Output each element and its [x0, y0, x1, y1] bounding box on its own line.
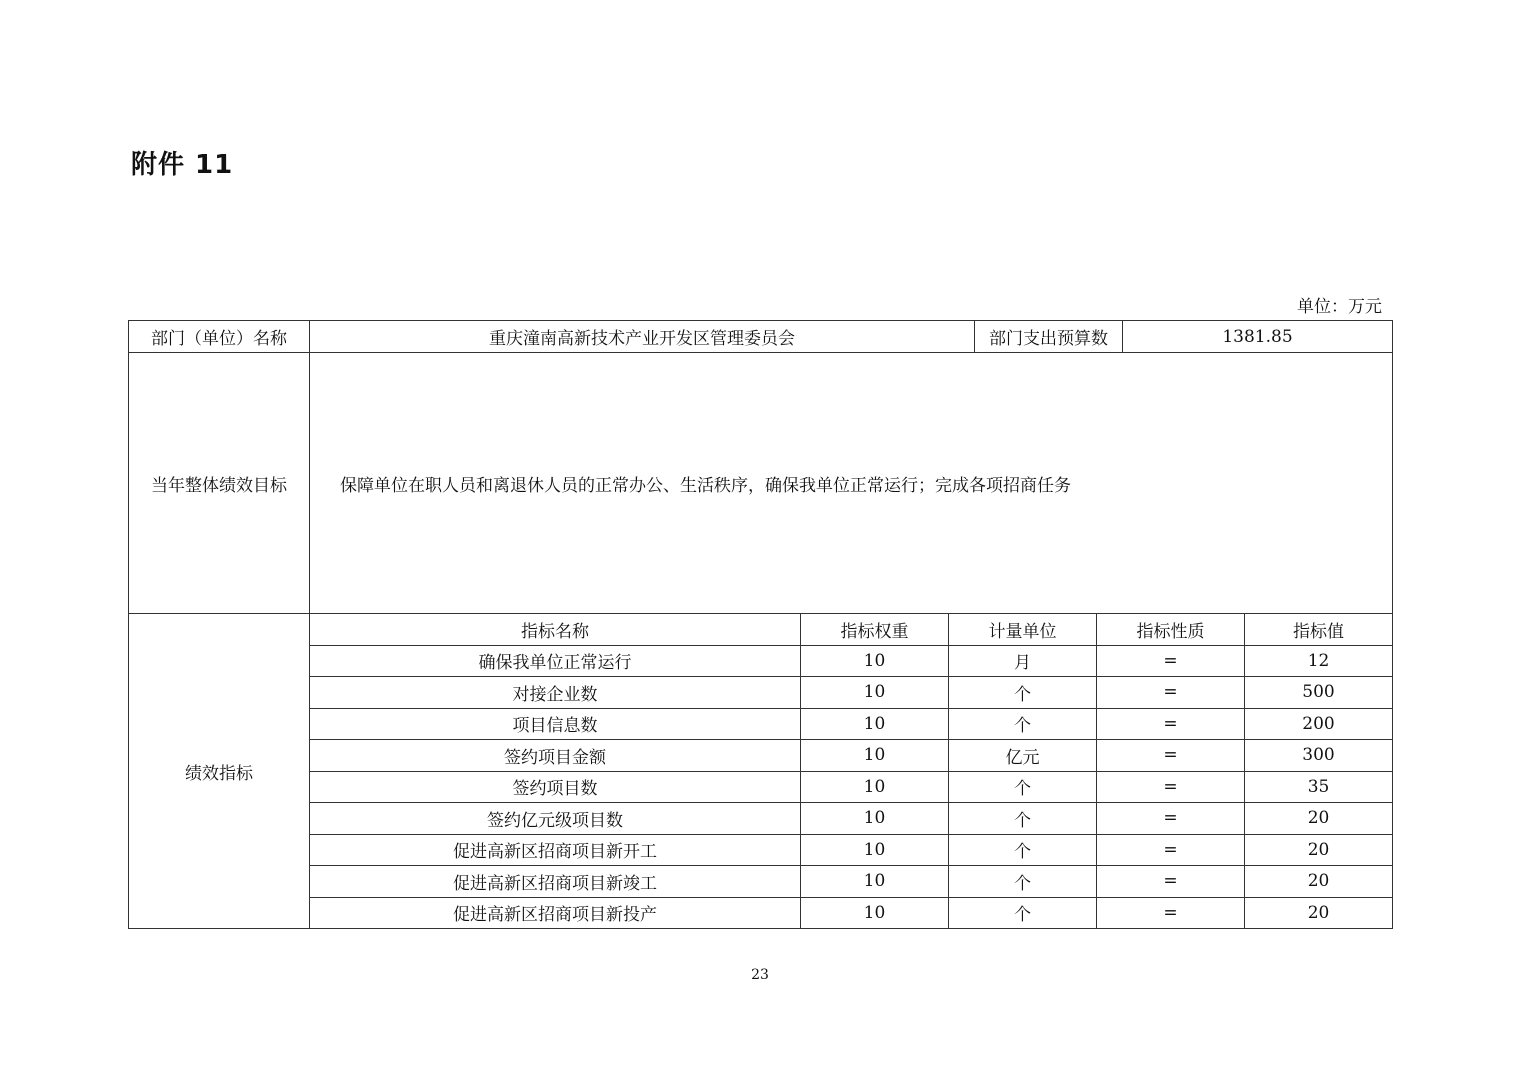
table-row — [129, 677, 1393, 709]
column-header-name: 指标名称 — [310, 614, 801, 646]
indicator-unit: 个 — [949, 834, 1097, 866]
indicator-nature: = — [1097, 708, 1245, 740]
indicator-header-row — [129, 614, 1393, 646]
indicator-value: 20 — [1245, 803, 1393, 835]
indicator-weight: 10 — [801, 677, 949, 709]
dept-name-value: 重庆潼南高新技术产业开发区管理委员会 — [310, 321, 975, 353]
indicator-weight: 10 — [801, 866, 949, 898]
indicator-nature: = — [1097, 897, 1245, 929]
indicator-nature: = — [1097, 834, 1245, 866]
goal-text: 保障单位在职人员和离退休人员的正常办公、生活秩序，确保我单位正常运行；完成各项招商任务 — [310, 353, 1393, 614]
indicator-name: 签约项目金额 — [310, 740, 801, 772]
indicator-weight: 10 — [801, 803, 949, 835]
indicator-nature: = — [1097, 771, 1245, 803]
indicator-value: 35 — [1245, 771, 1393, 803]
indicator-value: 20 — [1245, 866, 1393, 898]
table-row — [129, 866, 1393, 898]
table-row — [129, 645, 1393, 677]
indicator-value: 20 — [1245, 834, 1393, 866]
budget-label: 部门支出预算数 — [975, 321, 1123, 353]
goal-row — [129, 353, 1393, 614]
indicator-value: 12 — [1245, 645, 1393, 677]
indicator-nature: = — [1097, 866, 1245, 898]
budget-value: 1381.85 — [1123, 321, 1393, 353]
table-row — [129, 771, 1393, 803]
indicator-unit: 个 — [949, 708, 1097, 740]
attachment-title: 附件 11 — [131, 150, 234, 180]
column-header-unit: 计量单位 — [949, 614, 1097, 646]
performance-table — [128, 320, 1393, 929]
table-row — [129, 897, 1393, 929]
indicator-weight: 10 — [801, 771, 949, 803]
column-header-nature: 指标性质 — [1097, 614, 1245, 646]
indicator-name: 促进高新区招商项目新开工 — [310, 834, 801, 866]
indicator-weight: 10 — [801, 897, 949, 929]
dept-name-label: 部门（单位）名称 — [129, 321, 310, 353]
indicator-value: 300 — [1245, 740, 1393, 772]
table-row — [129, 803, 1393, 835]
column-header-weight: 指标权重 — [801, 614, 949, 646]
indicator-weight: 10 — [801, 708, 949, 740]
indicator-unit: 个 — [949, 771, 1097, 803]
indicator-weight: 10 — [801, 834, 949, 866]
indicator-name: 确保我单位正常运行 — [310, 645, 801, 677]
indicator-unit: 个 — [949, 897, 1097, 929]
unit-label: 单位：万元 — [1297, 297, 1382, 317]
indicator-name: 对接企业数 — [310, 677, 801, 709]
table-row — [129, 740, 1393, 772]
indicator-unit: 个 — [949, 677, 1097, 709]
indicator-value: 500 — [1245, 677, 1393, 709]
indicator-name: 签约亿元级项目数 — [310, 803, 801, 835]
indicator-weight: 10 — [801, 645, 949, 677]
goal-label: 当年整体绩效目标 — [129, 353, 310, 614]
indicator-value: 200 — [1245, 708, 1393, 740]
indicator-name: 促进高新区招商项目新竣工 — [310, 866, 801, 898]
indicator-name: 促进高新区招商项目新投产 — [310, 897, 801, 929]
indicator-unit: 个 — [949, 866, 1097, 898]
indicator-nature: = — [1097, 677, 1245, 709]
table-row — [129, 834, 1393, 866]
indicator-name: 项目信息数 — [310, 708, 801, 740]
indicator-unit: 个 — [949, 803, 1097, 835]
indicator-value: 20 — [1245, 897, 1393, 929]
indicator-unit: 月 — [949, 645, 1097, 677]
indicator-name: 签约项目数 — [310, 771, 801, 803]
indicator-nature: = — [1097, 740, 1245, 772]
table-row — [129, 708, 1393, 740]
indicator-unit: 亿元 — [949, 740, 1097, 772]
header-row — [129, 321, 1393, 353]
indicator-nature: = — [1097, 803, 1245, 835]
page-number: 23 — [751, 967, 769, 983]
column-header-value: 指标值 — [1245, 614, 1393, 646]
indicators-section-label: 绩效指标 — [129, 614, 310, 929]
indicator-nature: = — [1097, 645, 1245, 677]
indicator-weight: 10 — [801, 740, 949, 772]
